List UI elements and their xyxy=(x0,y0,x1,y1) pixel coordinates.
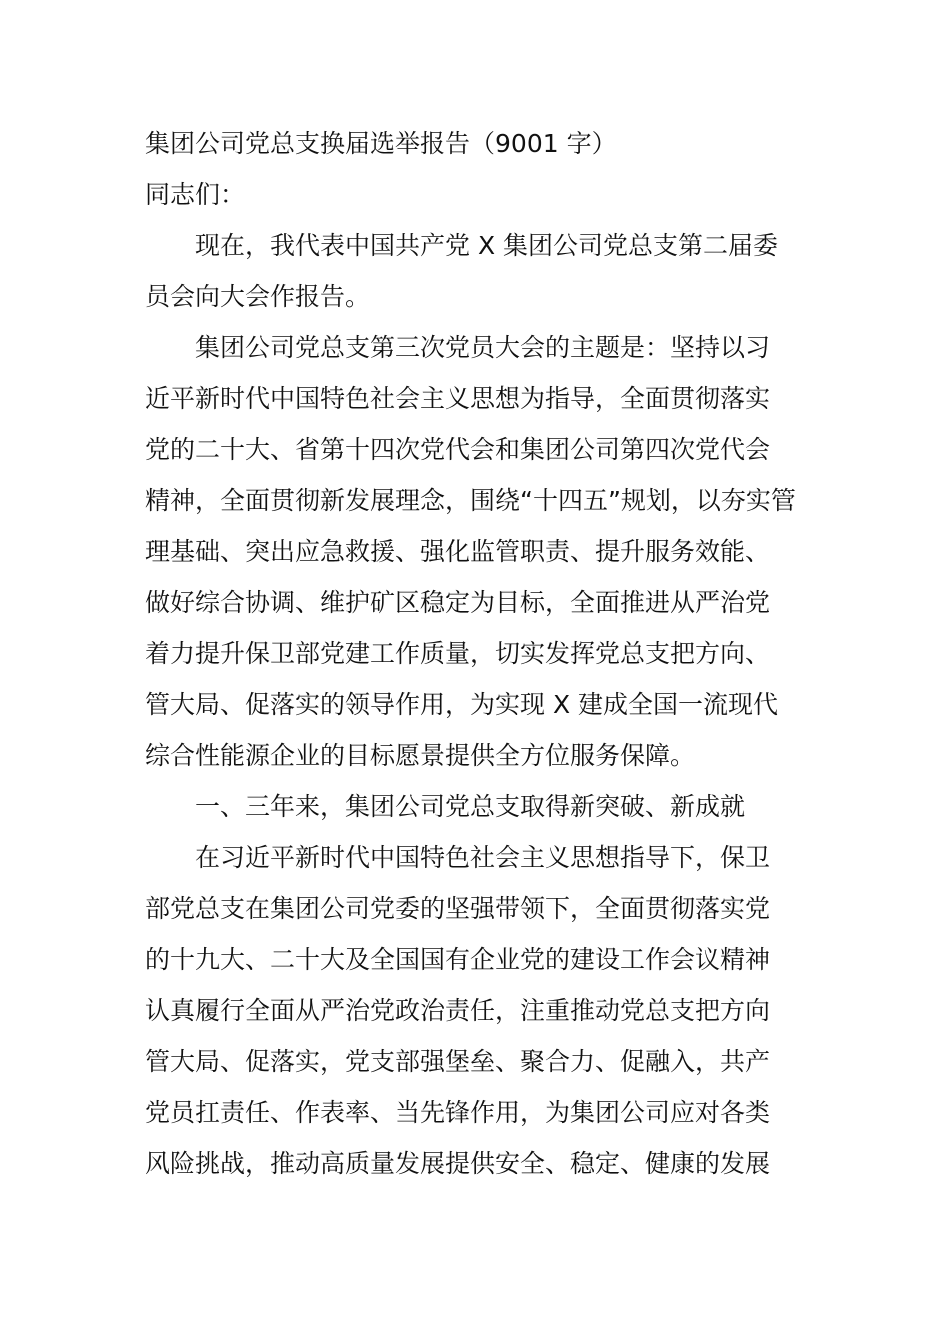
text-line: 党员扛责任、作表率、当先锋作用，为集团公司应对各类 xyxy=(145,1098,771,1127)
text-line: 现在，我代表中国共产党 X 集团公司党总支第二届委 xyxy=(195,231,779,260)
text-line: 着力提升保卫部党建工作质量，切实发挥党总支把方向、 xyxy=(145,639,771,668)
text-line: 管大局、促落实的领导作用，为实现 X 建成全国一流现代 xyxy=(145,690,779,719)
text-line: 综合性能源企业的目标愿景提供全方位服务保障。 xyxy=(145,741,696,770)
text-line: 理基础、突出应急救援、强化监管职责、提升服务效能、 xyxy=(145,537,771,566)
text-line: 认真履行全面从严治党政治责任，注重推动党总支把方向 xyxy=(145,996,771,1025)
section-heading: 一、三年来，集团公司党总支取得新突破、新成就 xyxy=(195,792,746,821)
text-line: 管大局、促落实，党支部强堡垒、聚合力、促融入，共产 xyxy=(145,1047,771,1076)
document-title: 集团公司党总支换届选举报告（9001 字） xyxy=(145,129,617,158)
document-body xyxy=(145,118,810,1189)
text-line: 精神，全面贯彻新发展理念，围绕“十四五”规划，以夯实管 xyxy=(145,486,796,515)
text-line: 做好综合协调、维护矿区稳定为目标，全面推进从严治党 xyxy=(145,588,771,617)
text-line: 集团公司党总支第三次党员大会的主题是：坚持以习 xyxy=(195,333,771,362)
text-line: 风险挑战，推动高质量发展提供安全、稳定、健康的发展 xyxy=(145,1149,771,1178)
text-line: 的十九大、二十大及全国国有企业党的建设工作会议精神 xyxy=(145,945,771,974)
salutation: 同志们： xyxy=(145,180,246,209)
text-line: 党的二十大、省第十四次党代会和集团公司第四次党代会 xyxy=(145,435,771,464)
text-line: 员会向大会作报告。 xyxy=(145,282,371,311)
text-line: 部党总支在集团公司党委的坚强带领下，全面贯彻落实党 xyxy=(145,894,771,923)
text-line: 在习近平新时代中国特色社会主义思想指导下，保卫 xyxy=(195,843,771,872)
text-line: 近平新时代中国特色社会主义思想为指导，全面贯彻落实 xyxy=(145,384,771,413)
